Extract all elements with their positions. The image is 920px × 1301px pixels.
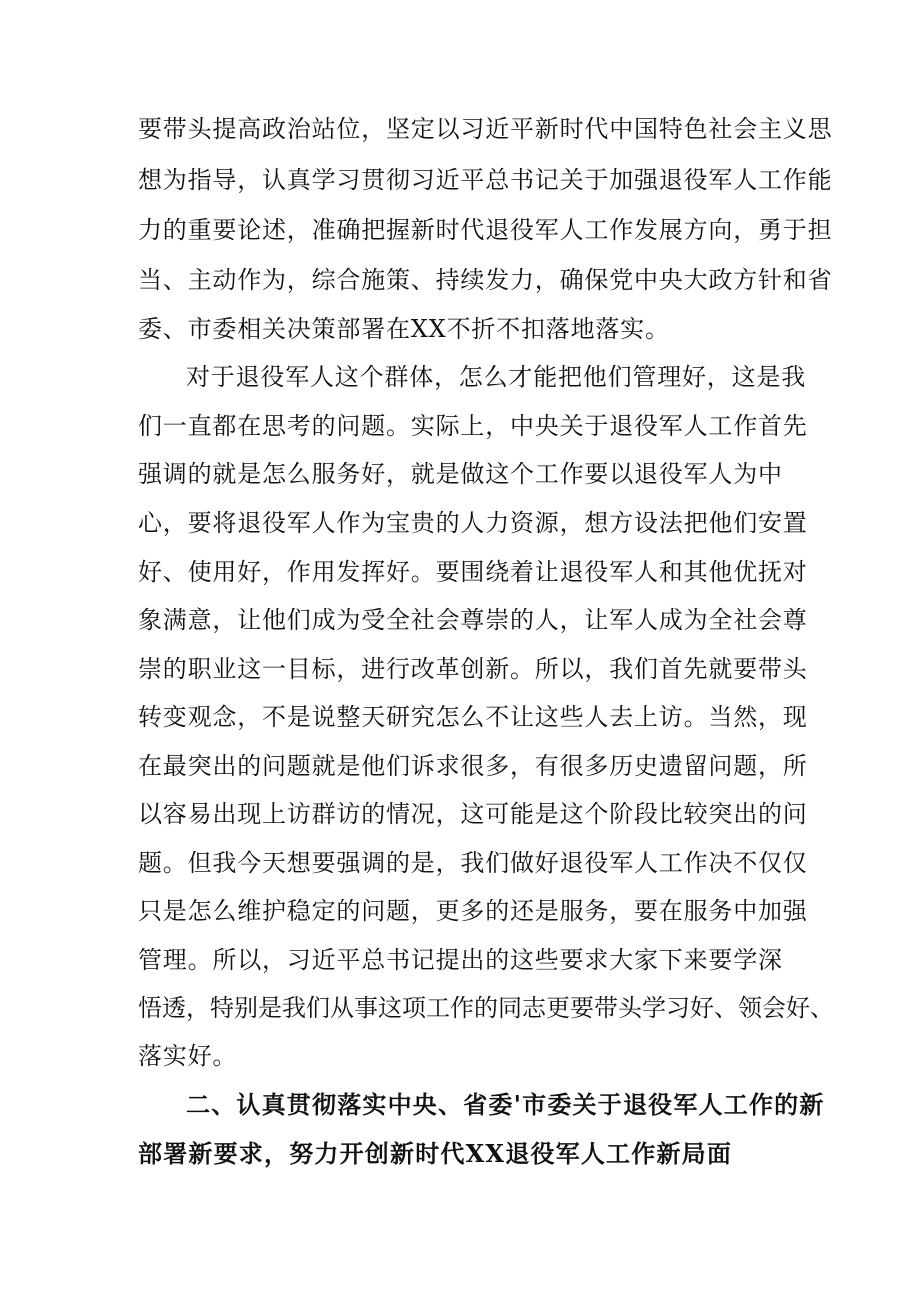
paragraph-line: 要带头提高政治站位，坚定以习近平新时代中国特色社会主义思 bbox=[138, 115, 833, 143]
paragraph-line: 委、市委相关决策部署在XX不折不扣落地落实。 bbox=[138, 315, 670, 343]
paragraph-line: 题。但我今天想要强调的是，我们做好退役军人工作决不仅仅 bbox=[138, 849, 808, 877]
paragraph-line: 悟透，特别是我们从事这项工作的同志更要带头学习好、领会好、 bbox=[138, 994, 834, 1022]
paragraph-line: 落实好。 bbox=[138, 1042, 238, 1070]
heading-line: 二、认真贯彻落实中央、省委'市委关于退役军人工作的新 bbox=[186, 1090, 825, 1119]
paragraph-line: 好、使用好，作用发挥好。要围绕着让退役军人和其他优抚对 bbox=[138, 558, 808, 586]
paragraph-line: 心，要将退役军人作为宝贵的人力资源，想方设法把他们安置 bbox=[138, 509, 808, 537]
heading-line: 部署新要求，努力开创新时代XX退役军人工作新局面 bbox=[138, 1139, 733, 1168]
paragraph-line: 只是怎么维护稳定的问题，更多的还是服务，要在服务中加强 bbox=[138, 897, 808, 925]
paragraph-line: 管理。所以，习近平总书记提出的这些要求大家下来要学深 bbox=[138, 946, 783, 974]
paragraph-line: 们一直都在思考的问题。实际上，中央关于退役军人工作首先 bbox=[138, 412, 808, 440]
paragraph-line: 象满意，让他们成为受全社会尊崇的人，让军人成为全社会尊 bbox=[138, 606, 808, 634]
paragraph-line: 强调的就是怎么服务好，就是做这个工作要以退役军人为中 bbox=[138, 460, 783, 488]
paragraph-line: 以容易出现上访群访的情况，这可能是这个阶段比较突出的问 bbox=[138, 800, 808, 828]
paragraph-line: 当、主动作为，综合施策、持续发力，确保党中央大政方针和省 bbox=[138, 266, 833, 294]
paragraph-line: 崇的职业这一目标，进行改革创新。所以，我们首先就要带头 bbox=[138, 655, 808, 683]
paragraph-line: 转变观念，不是说整天研究怎么不让这些人去上访。当然，现 bbox=[138, 703, 808, 731]
paragraph-line: 力的重要论述，准确把握新时代退役军人工作发展方向，勇于担 bbox=[138, 216, 833, 244]
paragraph-line: 对于退役军人这个群体，怎么才能把他们管理好，这是我 bbox=[186, 363, 806, 391]
paragraph-line: 在最突出的问题就是他们诉求很多，有很多历史遗留问题，所 bbox=[138, 752, 808, 780]
paragraph-line: 想为指导，认真学习贯彻习近平总书记关于加强退役军人工作能 bbox=[138, 166, 833, 194]
